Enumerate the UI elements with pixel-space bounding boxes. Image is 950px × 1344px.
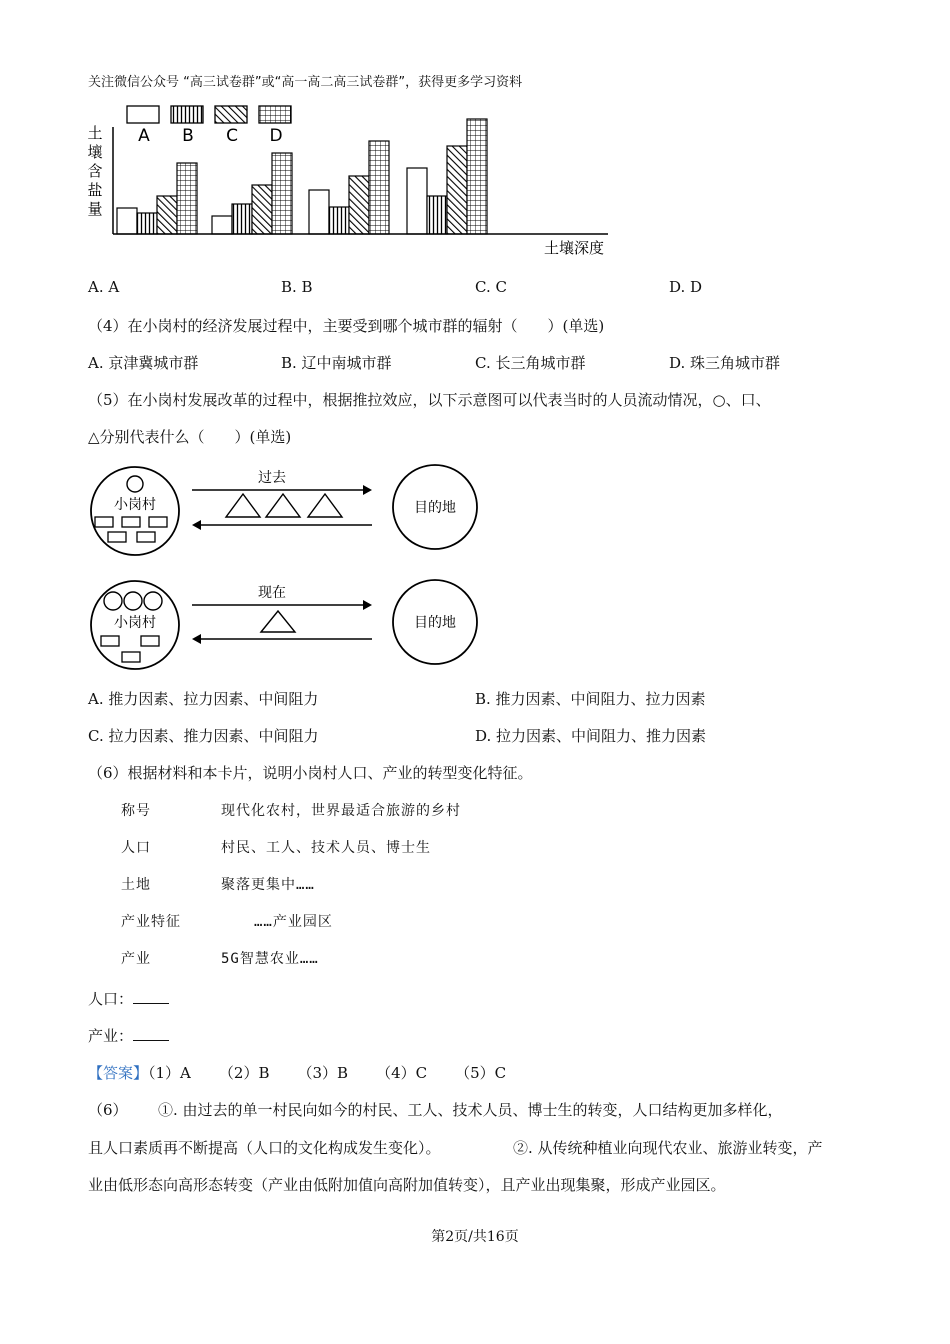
legend-label-D: D xyxy=(269,126,283,146)
destination-label-past: 目的地 xyxy=(414,500,456,516)
push-rect xyxy=(149,517,167,527)
card-value: ……产业园区 xyxy=(254,914,333,930)
answer-q6-line1: ①. 由过去的单一村民向如今的村民、工人、技术人员、博士生的转变，人口结构更加多样化， xyxy=(158,1101,783,1119)
obstacle-triangle xyxy=(261,611,295,632)
pull-circle-now xyxy=(104,592,122,610)
pull-circle-now xyxy=(144,592,162,610)
q5-option-c: C. 拉力因素、推力因素、中间阻力 xyxy=(88,727,319,745)
bar-A-1 xyxy=(117,208,137,234)
q4-option-c: C. 长三角城市群 xyxy=(475,354,586,372)
answer-q6-label: （6） xyxy=(88,1101,128,1119)
pull-circle-past xyxy=(127,476,143,492)
bar-A-3 xyxy=(309,190,329,234)
legend-swatch-C xyxy=(215,106,247,123)
bar-B-1 xyxy=(137,213,157,234)
answer-item: （1）A xyxy=(148,1064,191,1082)
q4-stem: （4）在小岗村的经济发展过程中，主要受到哪个城市群的辐射（ ）(单选) xyxy=(88,317,605,335)
legend-label-A: A xyxy=(138,126,150,146)
bar-C-1 xyxy=(157,196,177,234)
bar-C-2 xyxy=(252,185,272,234)
legend-label-B: B xyxy=(182,126,194,146)
card-key: 产业 xyxy=(121,951,151,967)
x-axis-label: 土壤深度 xyxy=(543,239,605,257)
answer-tag: 【答案】 xyxy=(88,1064,149,1082)
push-rect xyxy=(101,636,119,646)
bar-C-3 xyxy=(349,176,369,234)
diagram-past xyxy=(91,465,477,555)
answer-item: （5）C xyxy=(455,1064,507,1082)
q6-stem: （6）根据材料和本卡片，说明小岗村人口、产业的转型变化特征。 xyxy=(88,764,533,782)
now-label: 现在 xyxy=(258,585,286,601)
obstacle-triangle xyxy=(266,494,300,517)
legend-swatch-B xyxy=(171,106,203,123)
blank-population: 人口： xyxy=(88,988,169,1009)
push-rect xyxy=(122,517,140,527)
push-rect xyxy=(122,652,140,662)
blank-industry: 产业： xyxy=(88,1025,169,1046)
y-axis-label-char: 盐 xyxy=(87,181,103,199)
bar-D-3 xyxy=(369,141,389,234)
y-axis-label xyxy=(87,124,102,218)
soil-salt-chart xyxy=(80,100,620,260)
q4-option-b: B. 辽中南城市群 xyxy=(281,354,392,372)
pull-circle-now xyxy=(124,592,142,610)
diagram-now xyxy=(91,580,477,669)
card-value: 现代化农村，世界最适合旅游的乡村 xyxy=(221,803,461,819)
card-key: 产业特征 xyxy=(121,914,181,930)
q3-option-a: A. A xyxy=(88,278,120,296)
answer-item: （3）B xyxy=(297,1064,349,1082)
push-rect xyxy=(137,532,155,542)
card-value: 村民、工人、技术人员、博士生 xyxy=(221,840,431,856)
destination-label-now: 目的地 xyxy=(414,615,456,631)
answer-q6-line2a: 且人口素质再不断提高（人口的文化构成发生变化）。 xyxy=(88,1139,441,1157)
bar-D-1 xyxy=(177,163,197,234)
legend-swatch-A xyxy=(127,106,159,123)
answer-q6-line3: 业由低形态向高形态转变（产业由低附加值向高附加值转变），且产业出现集聚，形成产业园区。 xyxy=(88,1176,726,1194)
card-value: 5G智慧农业…… xyxy=(221,951,319,967)
y-axis-label-char: 含 xyxy=(87,162,103,180)
answer-item: （4）C xyxy=(376,1064,428,1082)
card-key: 称号 xyxy=(121,803,151,819)
bar-A-4 xyxy=(407,168,427,234)
bar-B-4 xyxy=(427,196,447,234)
q5-option-a: A. 推力因素、拉力因素、中间阻力 xyxy=(88,690,319,708)
village-label-now: 小岗村 xyxy=(114,615,156,631)
q3-option-b: B. B xyxy=(281,278,313,296)
answer-line xyxy=(88,1062,506,1083)
bar-B-3 xyxy=(329,207,349,234)
header-note: 关注微信公众号 “高三试卷群”或“高一高二高三试卷群”，获得更多学习资料 xyxy=(88,75,523,90)
bar-B-2 xyxy=(232,204,252,234)
y-axis-label-char: 量 xyxy=(87,200,103,218)
y-axis-label-char: 壤 xyxy=(87,143,103,161)
village-label-past: 小岗村 xyxy=(114,497,156,513)
chart-legend xyxy=(127,106,291,146)
push-rect xyxy=(95,517,113,527)
obstacle-triangle xyxy=(226,494,260,517)
legend-swatch-D xyxy=(259,106,291,123)
migration-diagram xyxy=(80,455,480,675)
answer-q6-line2b: ②. 从传统种植业向现代农业、旅游业转变，产 xyxy=(513,1139,823,1157)
q5-option-d: D. 拉力因素、中间阻力、推力因素 xyxy=(475,727,707,745)
q5-stem-line1: （5）在小岗村发展改革的过程中，根据推拉效应，以下示意图可以代表当时的人员流动情况，○、口、 xyxy=(88,391,771,409)
q4-option-d: D. 珠三角城市群 xyxy=(669,354,781,372)
y-axis-label-char: 土 xyxy=(87,124,103,142)
chart-bars xyxy=(117,119,487,234)
answer-item: （2）B xyxy=(218,1064,270,1082)
page-footer: 第2页/共16页 xyxy=(431,1229,519,1245)
bar-D-4 xyxy=(467,119,487,234)
push-rect xyxy=(141,636,159,646)
bar-D-2 xyxy=(272,153,292,234)
past-label: 过去 xyxy=(258,470,286,486)
q3-option-c: C. C xyxy=(475,278,507,296)
bar-A-2 xyxy=(212,216,232,234)
card-key: 土地 xyxy=(121,877,151,893)
q3-option-d: D. D xyxy=(669,278,703,296)
q4-option-a: A. 京津冀城市群 xyxy=(88,354,199,372)
push-rect xyxy=(108,532,126,542)
q5-option-b: B. 推力因素、中间阻力、拉力因素 xyxy=(475,690,706,708)
legend-label-C: C xyxy=(226,126,238,146)
bar-C-4 xyxy=(447,146,467,234)
q5-stem-line2: △分别代表什么（ ）(单选) xyxy=(88,428,292,446)
card-key: 人口 xyxy=(121,840,151,856)
card-value: 聚落更集中…… xyxy=(221,877,315,893)
obstacle-triangle xyxy=(308,494,342,517)
